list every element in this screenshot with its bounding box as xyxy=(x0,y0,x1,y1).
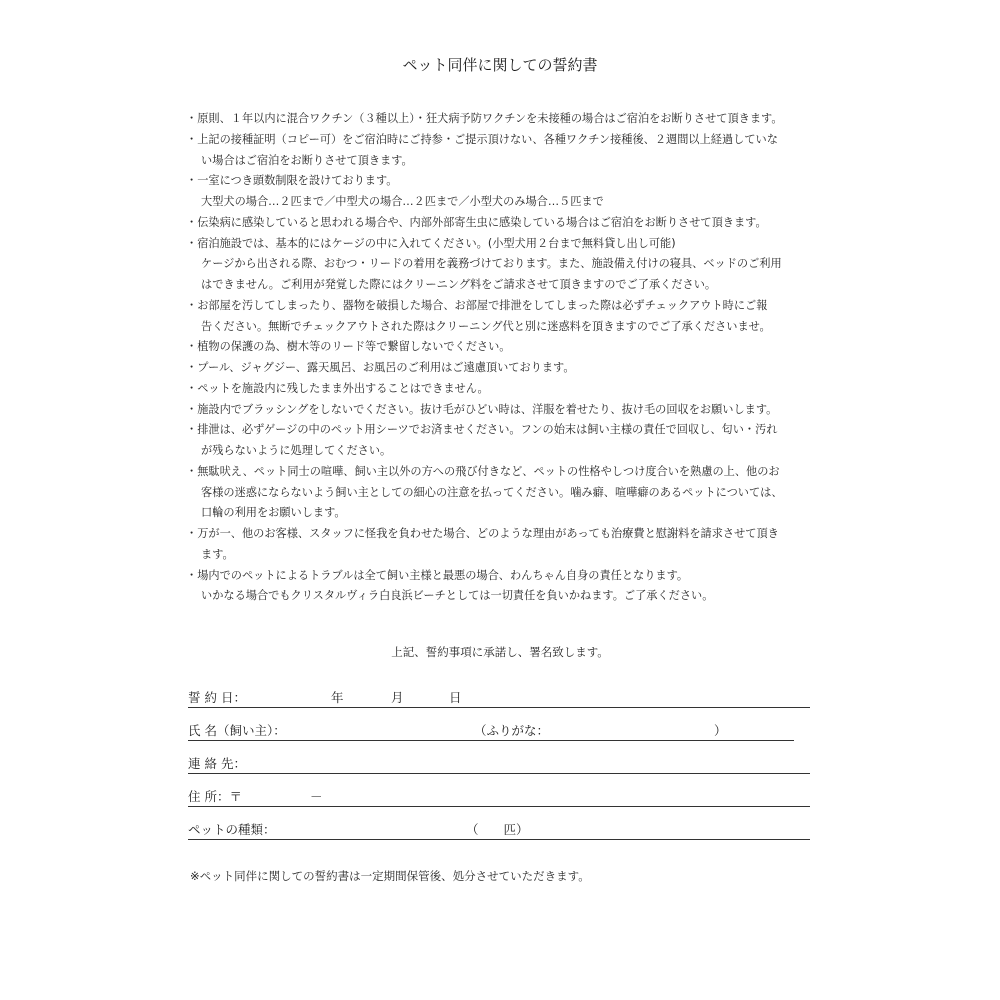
rules-list xyxy=(186,109,826,607)
rule-line: ・プール、ジャグジー、露天風呂、お風呂のご利用はご遠慮頂いております。 xyxy=(186,361,575,374)
rule-line: ・場内でのペットによるトラブルは全て飼い主様と最悪の場合、わんちゃん自身の責任となります。 xyxy=(186,568,689,582)
rule-line: ・排泄は、必ずゲージの中のペット用シーツでお済ませください。フンの始末は飼い主様の責任で回収し、匂い・汚れ xyxy=(186,423,778,437)
furigana-close-label: ） xyxy=(714,723,727,738)
rule-line: ・伝染病に感染していると思われる場合や、内部外部寄生虫に感染している場合はご宿泊をお断りさせて頂きます。 xyxy=(186,215,767,229)
document-title: ペット同伴に関しての誓約書 xyxy=(402,56,598,74)
rule-line: ・ペットを施設内に残したまま外出することはできません。 xyxy=(186,381,489,395)
pledge-date-label: 誓 約 日： xyxy=(188,690,246,705)
rule-line-continuation: 口輪の利用をお願いします。 xyxy=(201,506,346,520)
rule-line-continuation: が残らないように処理してください。 xyxy=(201,444,392,457)
rule-line-continuation: 客様の迷惑にならないよう飼い主としての細心の注意を払ってください。噛み癖、喧嘩癖のあるペットについては、 xyxy=(201,485,783,499)
day-label: 日 xyxy=(449,690,462,705)
owner-name-label: 氏 名（飼い主）： xyxy=(188,723,286,738)
postal-dash: － xyxy=(310,789,323,804)
rule-line: ・原則、１年以内に混合ワクチン（３種以上）・狂犬病予防ワクチンを未接種の場合はご宿泊をお断りさせて頂きます。 xyxy=(186,112,783,125)
pet-type-label: ペットの種類： xyxy=(188,822,276,837)
pet-type-field[interactable] xyxy=(188,821,810,840)
rule-line-continuation: いかなる場合でもクリスタルヴィラ白良浜ビーチとしては一切責任を負いかねます。ご了承ください。 xyxy=(201,589,714,603)
rule-line-continuation: ケージから出される際、おむつ・リードの着用を義務づけております。また、施設備え付けの寝具、ベッドのご利用 xyxy=(201,257,782,271)
address-field[interactable] xyxy=(188,788,810,807)
contact-field[interactable] xyxy=(188,755,810,774)
rule-line: ・植物の保護の為、樹木等のリード等で繋留しないでください。 xyxy=(186,340,511,354)
rule-line: ・無駄吠え、ペット同士の喧嘩、飼い主以外の方への飛び付きなど、ペットの性格やしつけ度合いを熟慮の上、他のお xyxy=(186,464,780,478)
rule-line: ・万が一、他のお客様、スタッフに怪我を負わせた場合、どのような理由があっても治療費と慰謝料を請求させて頂き xyxy=(186,527,779,540)
rule-line-continuation: 告ください。無断でチェックアウトされた際はクリーニング代と別に迷惑料を頂きますのでご了承くださいませ。 xyxy=(201,319,771,333)
year-label: 年 xyxy=(331,690,344,705)
consent-statement: 上記、誓約事項に承諾し、署名致します。 xyxy=(391,645,609,659)
contact-label: 連 絡 先： xyxy=(188,756,246,771)
address-label: 住 所：〒 xyxy=(188,789,242,804)
retention-note: ※ペット同伴に関しての誓約書は一定期間保管後、処分させていただきます。 xyxy=(190,869,590,883)
furigana-open-label: （ふりがな： xyxy=(474,723,550,738)
rule-line-continuation: はできません。ご利用が発覚した際にはクリーニング料をご請求させて頂きますのでご了承ください。 xyxy=(201,278,717,291)
rule-line: ・施設内でブラッシングをしないでください。抜け毛がひどい時は、洋服を着せたり、抜け毛の回収をお願いします。 xyxy=(186,402,778,416)
rule-line: ・一室につき頭数制限を設けております。 xyxy=(186,174,398,188)
rule-line-continuation: ます。 xyxy=(201,547,234,561)
rule-line-continuation: 大型犬の場合…２匹まで／中型犬の場合…２匹まで／小型犬のみ場合…５匹まで xyxy=(201,195,604,208)
owner-name-field[interactable] xyxy=(188,722,794,741)
rule-line: ・宿泊施設では、基本的にはケージの中に入れてください。(小型犬用２台まで無料貸し出し可能) xyxy=(186,236,676,250)
rule-line: ・上記の接種証明（コピー可）をご宿泊時にご持参・ご提示頂けない、各種ワクチン接種後、２週間以上経過していな xyxy=(186,132,778,146)
pet-count-label: （ 匹） xyxy=(466,822,529,837)
month-label: 月 xyxy=(391,690,404,705)
rule-line-continuation: い場合はご宿泊をお断りさせて頂きます。 xyxy=(201,153,413,167)
rule-line: ・お部屋を汚してしまったり、器物を破損した場合、お部屋で排泄をしてしまった際は必ずチェックアウト時にご報 xyxy=(186,298,768,312)
pledge-date-field[interactable] xyxy=(188,689,810,708)
